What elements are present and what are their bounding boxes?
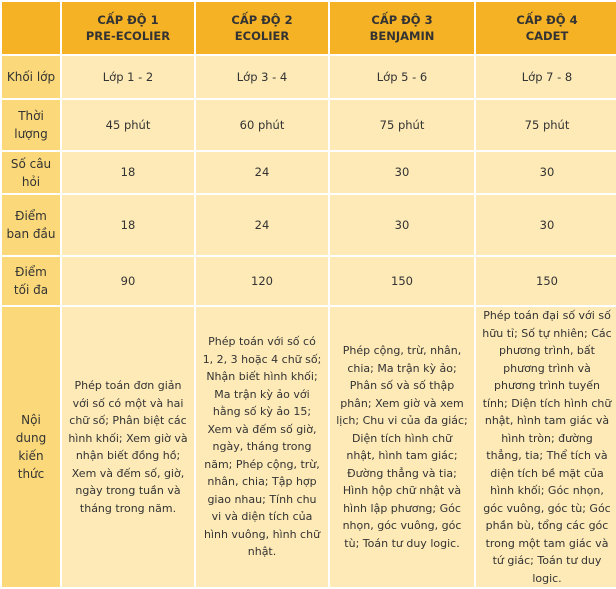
- level-name: ECOLIER: [234, 29, 290, 43]
- table-cell: Phép toán với số có 1, 2, 3 hoặc 4 chữ số; Nhận biết hình khối; Ma trận kỳ ảo với hằng số kỳ ảo 15; Xem và đếm số giờ, ngày, tháng trong năm; Phép cộng, trừ, nhân, chia; Tập hợp giao nhau; Tính chu vi và diện tích của hình vuông, hình chữ nhật.: [196, 307, 328, 587]
- level-name: PRE-ECOLIER: [85, 29, 171, 43]
- table-cell: 120: [196, 257, 328, 305]
- table-row-duration: [2, 100, 616, 150]
- table-row-max-score: [2, 257, 616, 305]
- row-label: Số câu hỏi: [2, 152, 60, 193]
- table-cell: 90: [62, 257, 194, 305]
- table-cell: 18: [62, 152, 194, 193]
- table-cell: 45 phút: [62, 100, 194, 150]
- table-cell: Lớp 5 - 6: [330, 56, 474, 98]
- row-label: Khối lớp: [2, 56, 60, 98]
- corner-cell: [2, 2, 60, 54]
- table-row-content: [2, 307, 616, 587]
- table-cell: 30: [476, 152, 616, 193]
- level-label: CẤP ĐỘ 3: [371, 13, 433, 27]
- table-cell: 30: [330, 152, 474, 193]
- table-cell: 150: [330, 257, 474, 305]
- table-cell: 30: [330, 195, 474, 255]
- level-label: CẤP ĐỘ 1: [97, 13, 159, 27]
- header-row: [2, 2, 616, 54]
- level-label: CẤP ĐỘ 2: [231, 13, 293, 27]
- level-name: CADET: [525, 29, 569, 43]
- table-cell: Lớp 3 - 4: [196, 56, 328, 98]
- table-row-initial-score: [2, 195, 616, 255]
- row-label: Điểm ban đầu: [2, 195, 60, 255]
- table-cell: Phép toán đại số với số hữu tỉ; Số tự nhiên; Các phương trình, bất phương trình và phương trình tuyến tính; Diện tích hình chữ nhật, hình tam giác và hình tròn; đường thẳng, tia; Thể tích và diện tích bề mặt của hình khối; Góc nhọn, góc vuông, góc tù; Góc phần bù, tổng các góc trong một tam giác và tứ giác; Toán tư duy logic.: [476, 307, 616, 587]
- table-cell: Phép cộng, trừ, nhân, chia; Ma trận kỳ ảo; Phân số và số thập phân; Xem giờ và xem lịch; Chu vi của đa giác; Diện tích hình chữ nhật, hình tam giác; Đường thẳng và tia; Hình hộp chữ nhật và hình lập phương; Góc nhọn, góc vuông, góc tù; Toán tư duy logic.: [330, 307, 474, 587]
- table-cell: Lớp 7 - 8: [476, 56, 616, 98]
- table-cell: Phép toán đơn giản với số có một và hai chữ số; Phân biệt các hình khối; Xem giờ và nhận biết đồng hồ; Xem và đếm số, giờ, ngày trong tuần và tháng trong năm.: [62, 307, 194, 587]
- level-name: BENJAMIN: [369, 29, 435, 43]
- table-cell: 60 phút: [196, 100, 328, 150]
- table-cell: 75 phút: [330, 100, 474, 150]
- row-label: Điểm tối đa: [2, 257, 60, 305]
- table-cell: 75 phút: [476, 100, 616, 150]
- table-cell: 24: [196, 195, 328, 255]
- table-cell: 24: [196, 152, 328, 193]
- row-label: Thời lượng: [2, 100, 60, 150]
- level-label: CẤP ĐỘ 4: [516, 13, 578, 27]
- column-header-level-4: [476, 2, 616, 54]
- column-header-level-2: [196, 2, 328, 54]
- table-cell: 150: [476, 257, 616, 305]
- row-label: Nội dung kiến thức: [2, 307, 60, 587]
- table-cell: 18: [62, 195, 194, 255]
- table-cell: 30: [476, 195, 616, 255]
- column-header-level-1: [62, 2, 194, 54]
- column-header-level-3: [330, 2, 474, 54]
- table-row-grade: [2, 56, 616, 98]
- table-cell: Lớp 1 - 2: [62, 56, 194, 98]
- table-row-question-count: [2, 152, 616, 193]
